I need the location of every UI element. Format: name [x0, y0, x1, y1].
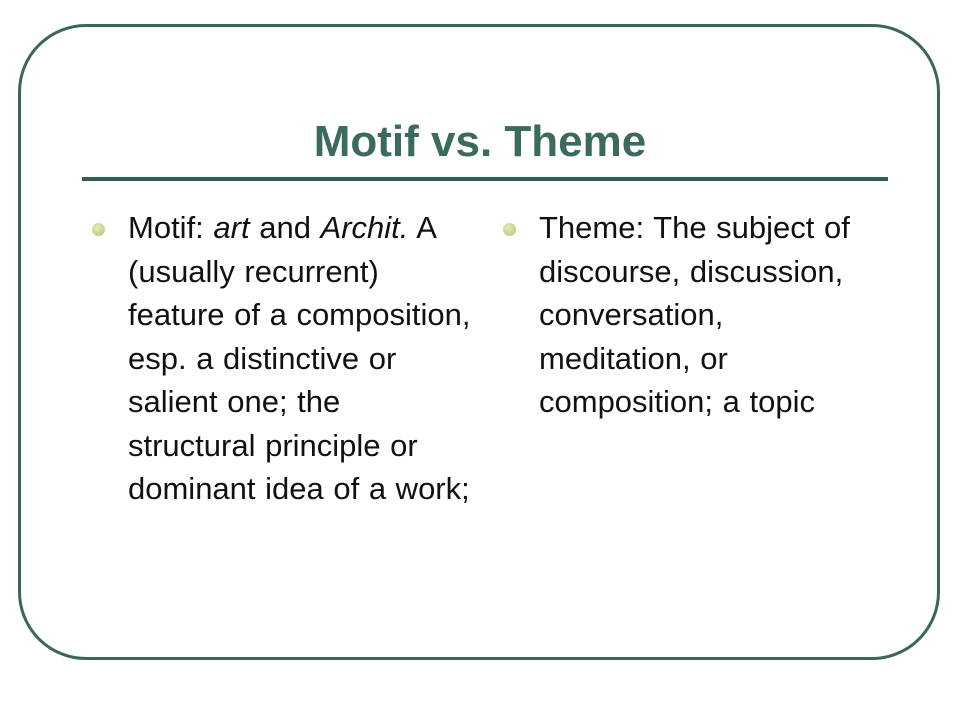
left-column	[92, 206, 472, 511]
bullet-item-theme	[503, 206, 883, 424]
slide-title: Motif vs. Theme	[313, 117, 647, 166]
theme-definition: Theme: The subject of discourse, discussion, conversation, meditation, or composition; a topic	[539, 210, 850, 419]
motif-connector: and	[249, 210, 321, 245]
motif-prefix: Motif:	[128, 210, 214, 245]
motif-definition: A (usually recurrent) feature of a composition, esp. a distinctive or salient one; the structural principle or dominant idea of a work;	[128, 210, 471, 506]
motif-italic-archit: Archit.	[320, 210, 409, 245]
bullet-dot-icon	[92, 223, 105, 236]
title-divider	[82, 177, 888, 181]
right-column	[503, 206, 883, 424]
motif-italic-art: art	[213, 210, 250, 245]
bullet-item-motif	[92, 206, 472, 511]
bullet-dot-icon	[503, 223, 516, 236]
